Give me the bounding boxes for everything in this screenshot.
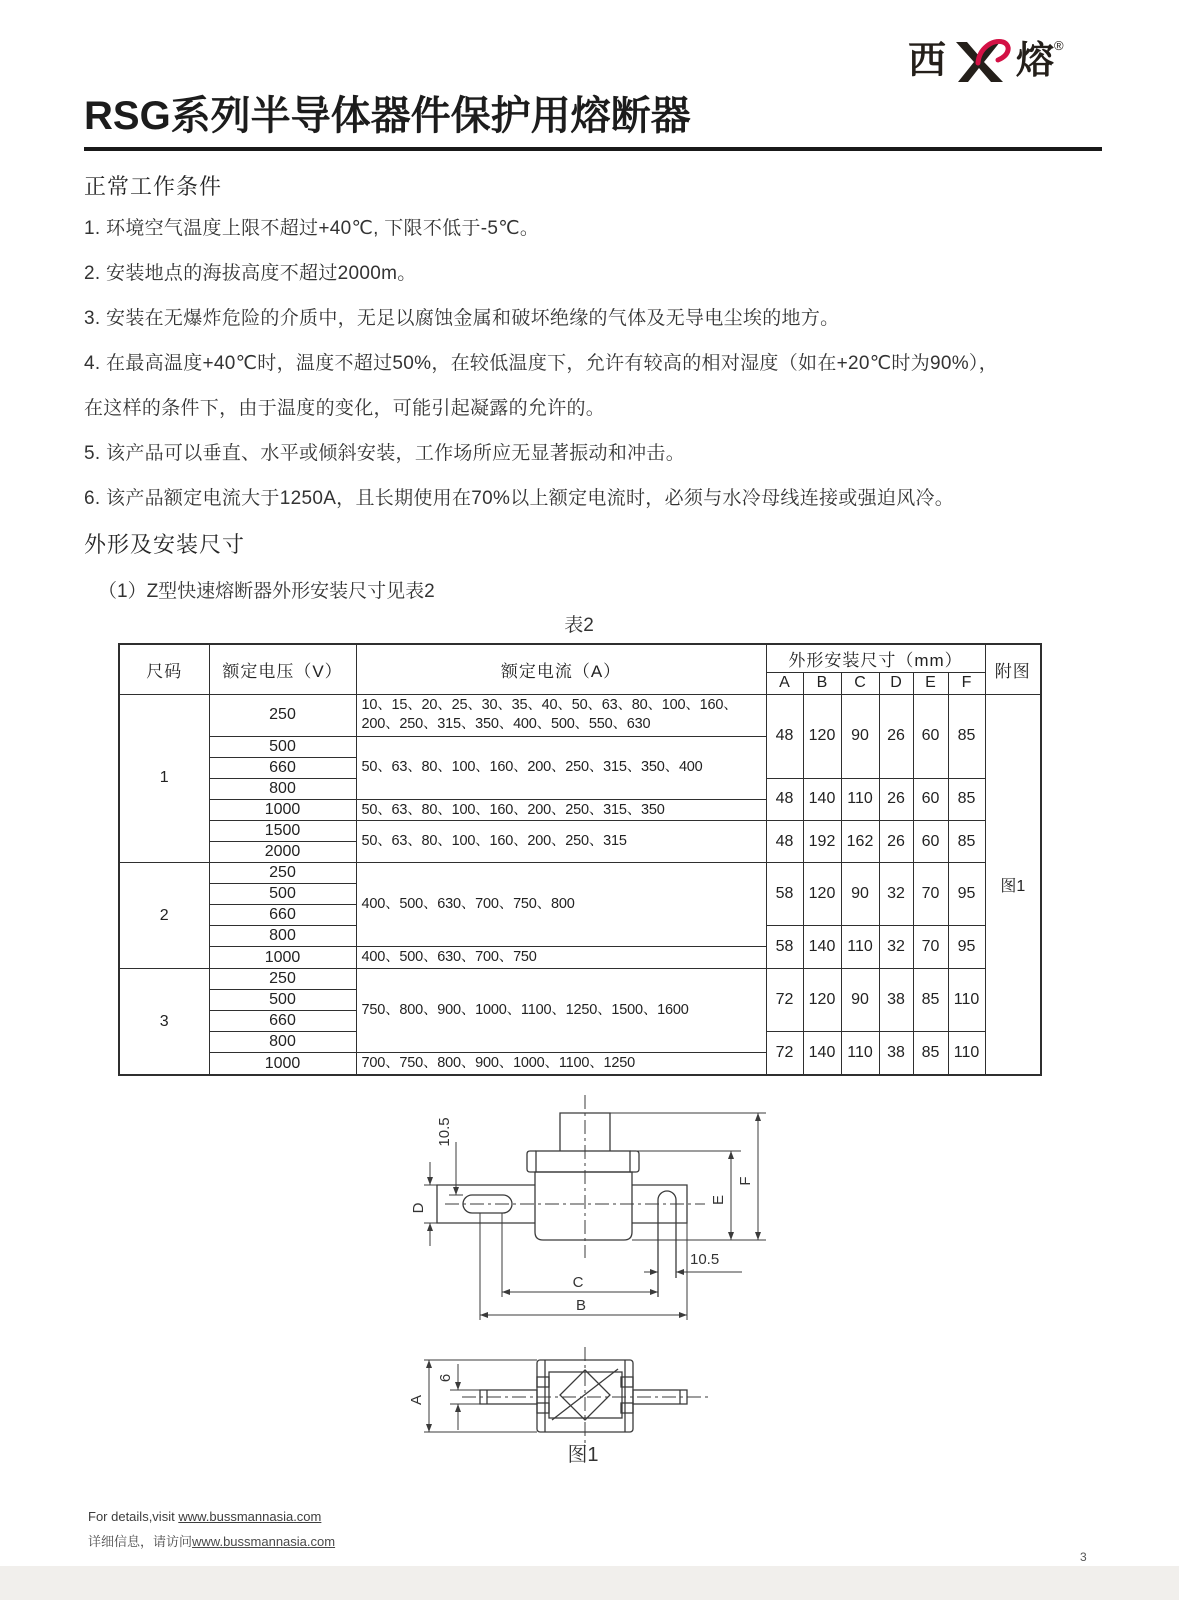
dim-D: 26 xyxy=(879,778,913,821)
dim-E: 85 xyxy=(913,1032,948,1075)
dim-B: 120 xyxy=(803,694,841,778)
dim-C: 162 xyxy=(841,821,879,863)
voltage-cell: 1000 xyxy=(209,947,356,969)
col-header-size: 尺码 xyxy=(119,644,209,694)
voltage-cell: 500 xyxy=(209,990,356,1011)
logo-char-xi: 西 xyxy=(908,40,947,82)
section-heading-working-conditions: 正常工作条件 xyxy=(84,174,223,199)
voltage-cell: 660 xyxy=(209,757,356,778)
page-number: 3 xyxy=(1080,1550,1087,1564)
dim-label-slot-width-2: 10.5 xyxy=(690,1251,720,1268)
col-header-figure: 附图 xyxy=(985,644,1041,694)
dim-B: 140 xyxy=(803,1032,841,1075)
brand-logo xyxy=(908,36,1064,88)
table-row xyxy=(119,969,1041,990)
title-rule xyxy=(84,147,1102,151)
dim-F: 95 xyxy=(948,926,985,969)
figure-caption: 图1 xyxy=(567,1444,599,1466)
current-cell: 750、800、900、1000、1100、1250、1500、1600 xyxy=(356,969,766,1053)
current-cell: 50、63、80、100、160、200、250、315、350 xyxy=(356,799,766,821)
dim-F: 85 xyxy=(948,821,985,863)
fuse-front-view-drawing xyxy=(390,1085,1160,1330)
dim-A: 58 xyxy=(766,863,803,926)
dim-label-terminal-thickness: 6 xyxy=(437,1373,454,1383)
dim-A: 48 xyxy=(766,778,803,821)
fuse-top-view-drawing xyxy=(405,1338,725,1450)
dim-label-B: B xyxy=(575,1297,587,1314)
dim-E: 70 xyxy=(913,926,948,969)
bottom-band xyxy=(0,1566,1179,1600)
voltage-cell: 500 xyxy=(209,884,356,905)
dim-B: 192 xyxy=(803,821,841,863)
registered-mark: ® xyxy=(1054,38,1064,53)
current-cell: 700、750、800、900、1000、1100、1250 xyxy=(356,1053,766,1075)
footer-url-cn[interactable]: www.bussmannasia.com xyxy=(192,1534,336,1549)
voltage-cell: 250 xyxy=(209,694,356,736)
current-cell: 50、63、80、100、160、200、250、315、350、400 xyxy=(356,736,766,799)
condition-item-5: 5. 该产品可以垂直、水平或倾斜安装，工作场所应无显著振动和冲击。 xyxy=(84,443,686,464)
dim-F: 110 xyxy=(948,1032,985,1075)
footer-line-cn xyxy=(88,1531,335,1550)
dim-C: 110 xyxy=(841,778,879,821)
size-cell: 2 xyxy=(119,863,209,969)
footer-url-en[interactable]: www.bussmannasia.com xyxy=(178,1509,322,1524)
col-header-B: B xyxy=(803,672,841,694)
voltage-cell: 250 xyxy=(209,863,356,884)
dimension-table xyxy=(118,643,1042,1076)
dim-D: 32 xyxy=(879,863,913,926)
table-caption: 表2 xyxy=(564,615,594,636)
dim-C: 90 xyxy=(841,969,879,1032)
table-row xyxy=(119,863,1041,884)
condition-item-4-line1: 4. 在最高温度+40℃时，温度不超过50%，在较低温度下，允许有较高的相对湿度（如在+20℃时为90%）， xyxy=(84,353,999,374)
voltage-cell: 1000 xyxy=(209,1053,356,1075)
condition-item-4-line2: 在这样的条件下，由于温度的变化，可能引起凝露的允许的。 xyxy=(84,398,606,419)
dim-label-F: F xyxy=(737,1176,754,1186)
figure-ref-cell: 图1 xyxy=(985,694,1041,1075)
col-header-C: C xyxy=(841,672,879,694)
condition-item-3: 3. 安装在无爆炸危险的介质中，无足以腐蚀金属和破坏绝缘的气体及无导电尘埃的地方。 xyxy=(84,308,840,329)
voltage-cell: 800 xyxy=(209,926,356,947)
dim-F: 85 xyxy=(948,694,985,778)
condition-item-2: 2. 安装地点的海拔高度不超过2000m。 xyxy=(84,263,417,284)
dim-A: 48 xyxy=(766,821,803,863)
current-cell: 400、500、630、700、750、800 xyxy=(356,863,766,947)
dim-B: 120 xyxy=(803,863,841,926)
dim-C: 90 xyxy=(841,694,879,778)
dim-F: 85 xyxy=(948,778,985,821)
dim-D: 38 xyxy=(879,969,913,1032)
dim-A: 48 xyxy=(766,694,803,778)
col-header-current: 额定电流（A） xyxy=(356,644,766,694)
size-cell: 3 xyxy=(119,969,209,1075)
size-cell: 1 xyxy=(119,694,209,863)
col-header-dims: 外形安装尺寸（mm） xyxy=(766,644,985,672)
voltage-cell: 660 xyxy=(209,1011,356,1032)
footer-cn-text: 详细信息，请访问 xyxy=(88,1534,193,1549)
dim-B: 140 xyxy=(803,778,841,821)
table-row xyxy=(119,694,1041,736)
current-cell: 400、500、630、700、750 xyxy=(356,947,766,969)
dim-label-A: A xyxy=(408,1394,425,1406)
dim-E: 60 xyxy=(913,821,948,863)
dim-B: 140 xyxy=(803,926,841,969)
dim-label-E: E xyxy=(710,1194,727,1206)
col-header-voltage: 额定电压（V） xyxy=(209,644,356,694)
dim-B: 120 xyxy=(803,969,841,1032)
working-conditions-list xyxy=(84,206,1100,521)
dim-label-D: D xyxy=(410,1202,427,1214)
col-header-A: A xyxy=(766,672,803,694)
footer-line-en xyxy=(88,1509,321,1524)
dim-label-C: C xyxy=(572,1274,584,1291)
voltage-cell: 1000 xyxy=(209,799,356,821)
voltage-cell: 800 xyxy=(209,1032,356,1053)
dim-C: 110 xyxy=(841,926,879,969)
page-title: RSG系列半导体器件保护用熔断器 xyxy=(84,94,691,138)
dimensions-subheading: （1）Z型快速熔断器外形安装尺寸见表2 xyxy=(98,581,435,602)
col-header-F: F xyxy=(948,672,985,694)
dim-D: 38 xyxy=(879,1032,913,1075)
dim-A: 72 xyxy=(766,1032,803,1075)
dim-C: 90 xyxy=(841,863,879,926)
dim-E: 85 xyxy=(913,969,948,1032)
voltage-cell: 660 xyxy=(209,905,356,926)
logo-char-rong: 熔 xyxy=(1016,40,1055,82)
dim-C: 110 xyxy=(841,1032,879,1075)
logo-xr-mark-icon xyxy=(948,36,1014,88)
dim-E: 70 xyxy=(913,863,948,926)
current-cell: 10、15、20、25、30、35、40、50、63、80、100、160、200、250、315、350、400、500、550、630 xyxy=(356,694,766,736)
dim-D: 26 xyxy=(879,821,913,863)
current-cell: 50、63、80、100、160、200、250、315 xyxy=(356,821,766,863)
dim-A: 72 xyxy=(766,969,803,1032)
condition-item-6: 6. 该产品额定电流大于1250A，且长期使用在70%以上额定电流时，必须与水冷母线连接或强迫风冷。 xyxy=(84,488,955,509)
col-header-D: D xyxy=(879,672,913,694)
voltage-cell: 250 xyxy=(209,969,356,990)
footer-en-text: For details,visit xyxy=(88,1509,179,1524)
section-heading-dimensions: 外形及安装尺寸 xyxy=(84,532,246,557)
dim-A: 58 xyxy=(766,926,803,969)
dim-label-slot-width: 10.5 xyxy=(436,1117,453,1147)
dim-F: 95 xyxy=(948,863,985,926)
condition-item-1: 1. 环境空气温度上限不超过+40℃, 下限不低于-5℃。 xyxy=(84,218,540,239)
voltage-cell: 1500 xyxy=(209,821,356,842)
dim-F: 110 xyxy=(948,969,985,1032)
col-header-E: E xyxy=(913,672,948,694)
dim-E: 60 xyxy=(913,778,948,821)
voltage-cell: 800 xyxy=(209,778,356,799)
dim-D: 32 xyxy=(879,926,913,969)
voltage-cell: 500 xyxy=(209,736,356,757)
voltage-cell: 2000 xyxy=(209,842,356,863)
dim-D: 26 xyxy=(879,694,913,778)
dim-E: 60 xyxy=(913,694,948,778)
table-row xyxy=(119,821,1041,842)
